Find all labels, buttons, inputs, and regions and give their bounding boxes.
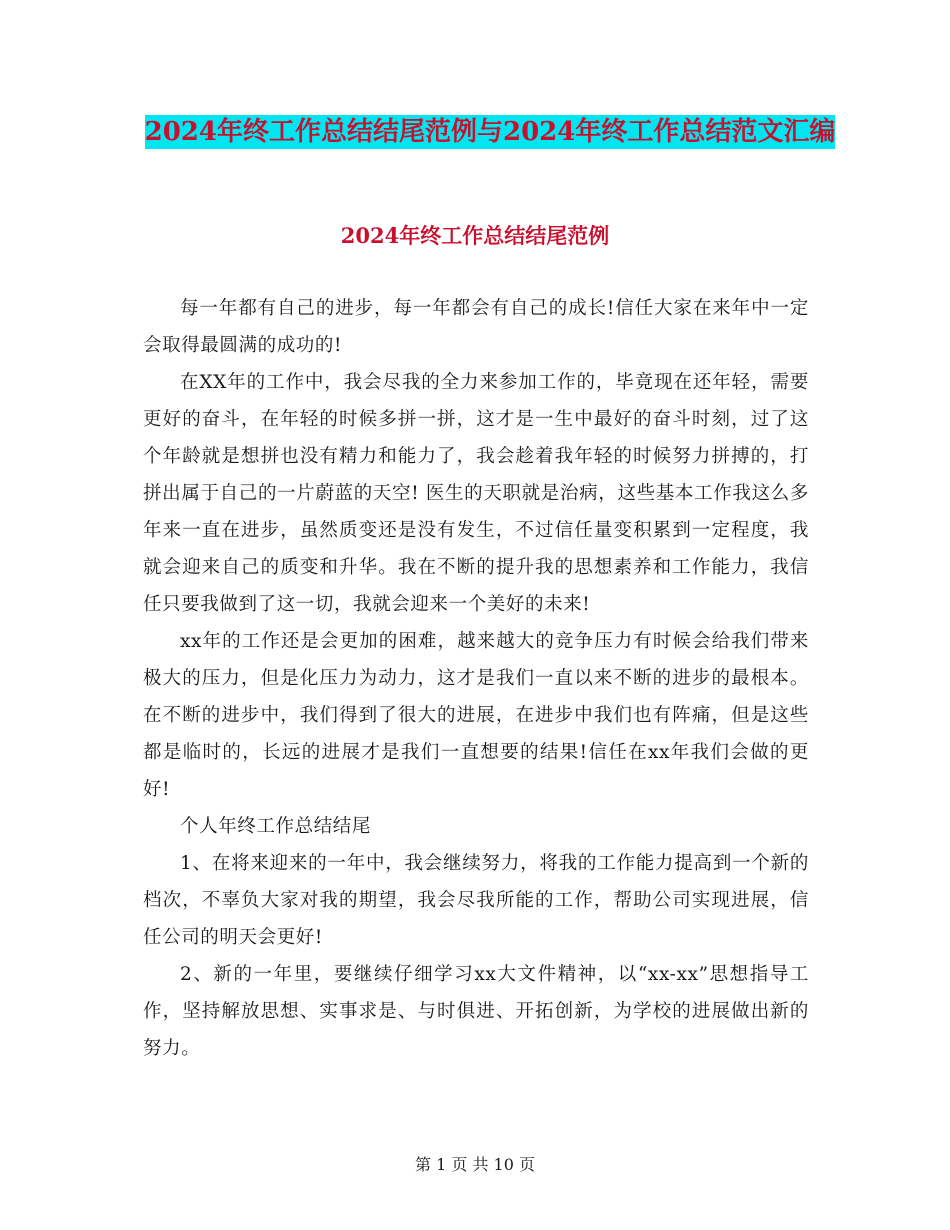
paragraph: 1、在将来迎来的一年中，我会继续努力，将我的工作能力提高到一个新的档次，不辜负大家对我的期望，我会尽我所能的工作，帮助公司实现进展，信任公司的明天会更好! xyxy=(143,853,809,948)
document-body xyxy=(143,290,809,1067)
page-footer xyxy=(0,1152,950,1175)
paragraph: 2、新的一年里，要继续仔细学习xx大文件精神，以“xx-xx”思想指导工作，坚持解放思想、实事求是、与时俱进、开拓创新，为学校的进展做出新的努力。 xyxy=(143,964,809,1059)
subheading: 个人年终工作总结结尾 xyxy=(180,816,372,837)
section-title: 2024年终工作总结结尾范例 xyxy=(340,223,610,248)
document-title-text: 2024年终工作总结结尾范例与2024年终工作总结范文汇编 xyxy=(144,117,836,147)
paragraph: 每一年都有自己的进步，每一年都会有自己的成长!信任大家在来年中一定会取得最圆满的成功的! xyxy=(143,298,809,356)
paragraph: xx年的工作还是会更加的困难，越来越大的竞争压力有时候会给我们带来极大的压力，但是化压力为动力，这才是我们一直以来不断的进步的最根本。在不断的进步中，我们得到了很大的进展，在进步中我们也有阵痛，但是这些都是临时的，长远的进展才是我们一直想要的结果!信任在xx年我们会做的更好! xyxy=(143,631,809,800)
paragraph: 在XX年的工作中，我会尽我的全力来参加工作的，毕竟现在还年轻，需要更好的奋斗，在年轻的时候多拼一拼，这才是一生中最好的奋斗时刻，过了这个年龄就是想拼也没有精力和能力了，我会趁着我年轻的时候努力拼搏的，打拼出属于自己的一片蔚蓝的天空! 医生的天职就是治病，这些基本工作我这么多年来一直在进步，虽然质变还是没有发生，不过信任量变积累到一定程度，我就会迎来自己的质变和升华。我在不断的提升我的思想素养和工作能力，我信任只要我做到了这一切，我就会迎来一个美好的未来! xyxy=(143,372,809,615)
page-number: 第 1 页 共 10 页 xyxy=(415,1155,535,1174)
document-title xyxy=(140,110,840,154)
